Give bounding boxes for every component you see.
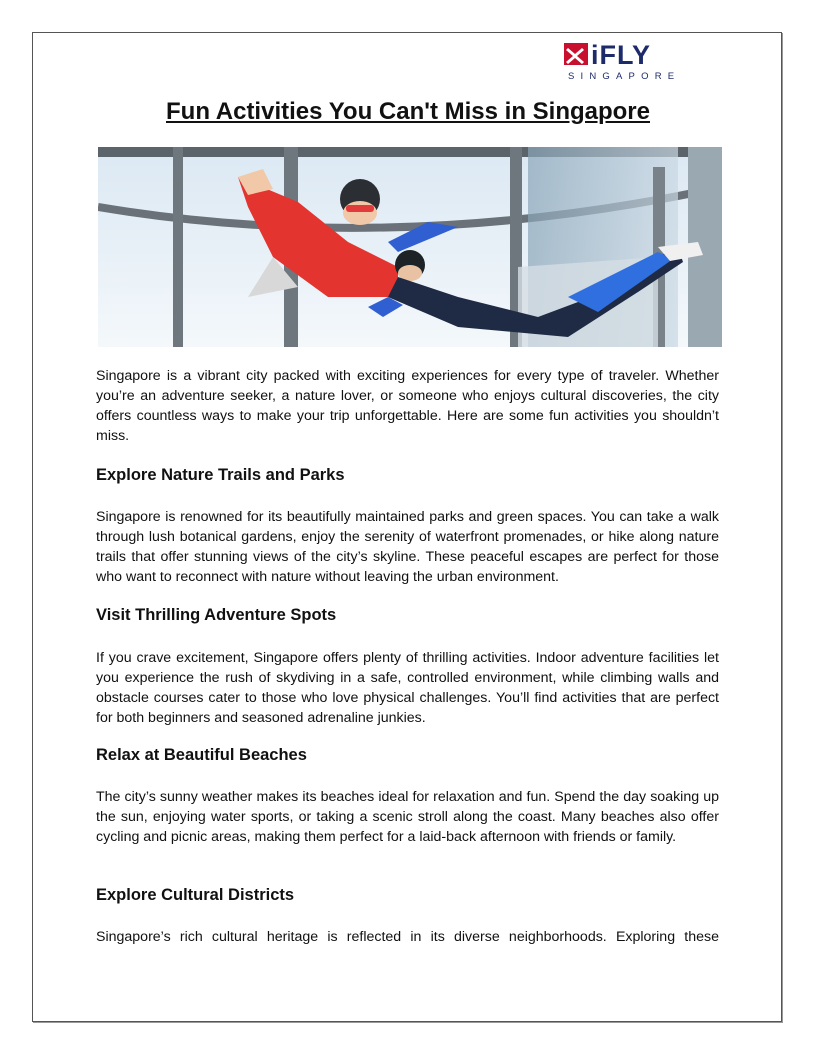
logo-brand: iFLY: [591, 40, 652, 70]
section-body-beaches: The city’s sunny weather makes its beaches ideal for relaxation and fun. Spend the day soaking up the sun, enjoying water sports, or taking a scenic stroll along the coast. Many beaches also offer cycling and picnic areas, making them perfect for a laid-back afternoon with friends or family.: [96, 789, 719, 845]
section-body-adventure: If you crave excitement, Singapore offers plenty of thrilling activities. Indoor adventure facilities let you experience the rush of skydiving in a safe, controlled environment, while climbing walls and obstacle courses cater to those who love physical challenges. You’ll find activities that are perfect for both beginners and seasoned adrenaline junkies.: [96, 650, 719, 726]
section-body-nature: Singapore is renowned for its beautifully maintained parks and green spaces. You can take a walk through lush botanical gardens, enjoy the serenity of waterfront promenades, or hike along nature trails that offer stunning views of the city’s skyline. These peaceful escapes are perfect for those who want to reconnect with nature without leaving the urban environment.: [96, 509, 719, 585]
section-heading-cultural: Explore Cultural Districts: [96, 886, 295, 904]
section-body-cultural: Singapore’s rich cultural heritage is reflected in its diverse neighborhoods. Exploring these: [96, 929, 719, 945]
hero-image: [98, 147, 722, 347]
ifly-logo-icon: [564, 43, 588, 65]
logo-subtitle: SINGAPORE: [568, 71, 681, 82]
indoor-skydiving-photo-icon: [98, 147, 722, 347]
section-heading-nature: Explore Nature Trails and Parks: [96, 466, 345, 484]
section-heading-beaches: Relax at Beautiful Beaches: [96, 746, 307, 764]
intro-paragraph: Singapore is a vibrant city packed with exciting experiences for every type of traveler. Whether you’re an adventure seeker, a nature lover, or someone who enjoys cultural discoveries, the city offers countless ways to make your trip unforgettable. Here are some fun activities you shouldn’t miss.: [96, 368, 719, 444]
section-heading-adventure: Visit Thrilling Adventure Spots: [96, 606, 337, 624]
page-title: Fun Activities You Can't Miss in Singapore: [166, 98, 650, 125]
ifly-logo: [562, 40, 692, 84]
